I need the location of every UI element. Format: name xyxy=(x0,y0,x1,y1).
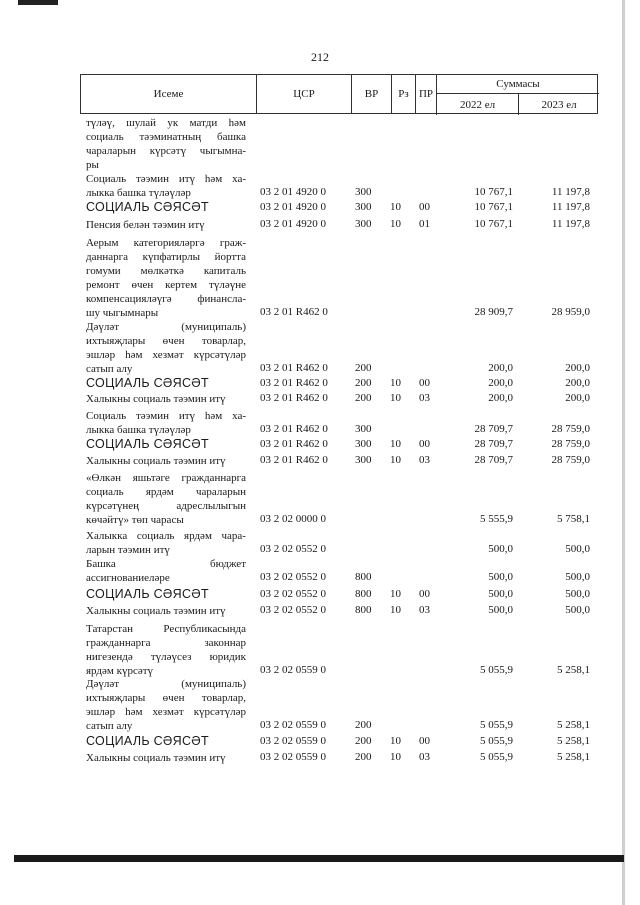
row-vr: 300 xyxy=(355,423,372,435)
row-name xyxy=(86,376,246,390)
row-name xyxy=(86,437,246,451)
row-value-2022: 28 909,7 xyxy=(474,306,513,318)
row-vr: 300 xyxy=(355,438,372,450)
row-csr: 03 2 02 0552 0 xyxy=(260,543,326,555)
row-rz: 10 xyxy=(390,751,401,763)
row-vr: 300 xyxy=(355,201,372,213)
row-value-2023: 500,0 xyxy=(565,588,590,600)
row-name xyxy=(86,116,246,172)
row-pr: 00 xyxy=(419,588,430,600)
row-csr: 03 2 02 0559 0 xyxy=(260,719,326,731)
row-name-line: лыкка башка түләүләр xyxy=(86,424,191,436)
header-name: Исеме xyxy=(153,88,184,100)
row-name-line: социаль тәэминатның башка xyxy=(86,131,246,143)
row-vr: 300 xyxy=(355,454,372,466)
row-name-line: социаль ярдәм чараларын xyxy=(86,486,246,498)
row-rz: 10 xyxy=(390,604,401,616)
row-value-2023: 28 759,0 xyxy=(551,423,590,435)
row-value-2022: 200,0 xyxy=(488,377,513,389)
row-pr: 00 xyxy=(419,201,430,213)
header-vr: ВР xyxy=(351,75,391,113)
row-name-line: ихтыяҗлары өчен товарлар, xyxy=(86,692,246,704)
row-name-line: ассигнованиеләре xyxy=(86,572,170,584)
row-pr: 03 xyxy=(419,604,430,616)
row-csr: 03 2 02 0559 0 xyxy=(260,735,326,747)
row-value-2023: 500,0 xyxy=(565,543,590,555)
row-pr: 03 xyxy=(419,454,430,466)
row-pr: 00 xyxy=(419,438,430,450)
row-value-2022: 5 055,9 xyxy=(480,735,513,747)
row-name-line: Башка бюджет xyxy=(86,558,246,570)
row-vr: 200 xyxy=(355,719,372,731)
row-csr: 03 2 01 R462 0 xyxy=(260,423,328,435)
row-value-2022: 10 767,1 xyxy=(474,186,513,198)
row-pr: 00 xyxy=(419,377,430,389)
row-name xyxy=(86,392,246,406)
row-rz: 10 xyxy=(390,201,401,213)
row-pr: 01 xyxy=(419,218,430,230)
row-name-line: ихтыяҗлары өчен товарлар, xyxy=(86,335,246,347)
row-name-line: даннарга күпфатирлы йортта xyxy=(86,251,246,263)
row-name-line: компенсацияләүгә финансла- xyxy=(86,293,246,305)
row-name xyxy=(86,454,246,468)
row-value-2023: 28 759,0 xyxy=(551,454,590,466)
row-pr: 03 xyxy=(419,751,430,763)
row-vr: 300 xyxy=(355,218,372,230)
row-value-2023: 5 258,1 xyxy=(557,735,590,747)
row-name-line: СОЦИАЛЬ СӘЯСӘТ xyxy=(86,587,209,601)
row-name-line: гражданнарга законнар xyxy=(86,637,246,649)
row-name-line: көчәйтү» төп чарасы xyxy=(86,514,184,526)
row-pr: 00 xyxy=(419,735,430,747)
row-name xyxy=(86,471,246,527)
row-value-2022: 200,0 xyxy=(488,392,513,404)
row-name xyxy=(86,409,246,437)
row-name-line: эшләр һәм хезмәт күрсәтүләр xyxy=(86,349,246,361)
scan-bottom-bar xyxy=(14,855,624,862)
row-name-line: лыкка башка түләүләр xyxy=(86,187,191,199)
header-csr: ЦСР xyxy=(256,75,351,113)
row-vr: 200 xyxy=(355,377,372,389)
header-2022: 2022 ел xyxy=(436,94,518,115)
row-name-line: сатып алу xyxy=(86,363,133,375)
row-csr: 03 2 02 0559 0 xyxy=(260,751,326,763)
row-csr: 03 2 02 0000 0 xyxy=(260,513,326,525)
row-value-2023: 200,0 xyxy=(565,377,590,389)
row-name-line: түләү, шулай ук матди һәм xyxy=(86,117,246,129)
row-name-line: сатып алу xyxy=(86,720,133,732)
row-vr: 200 xyxy=(355,751,372,763)
row-csr: 03 2 01 4920 0 xyxy=(260,218,326,230)
row-value-2023: 11 197,8 xyxy=(551,186,590,198)
row-rz: 10 xyxy=(390,735,401,747)
row-value-2022: 5 055,9 xyxy=(480,664,513,676)
row-name-line: Социаль тәэмин итү һәм ха- xyxy=(86,173,246,185)
header-2023: 2023 ел xyxy=(518,94,599,115)
row-name xyxy=(86,734,246,748)
row-name-line: нигезендә түләүсез юридик xyxy=(86,651,246,663)
row-csr: 03 2 01 4920 0 xyxy=(260,201,326,213)
row-value-2023: 500,0 xyxy=(565,604,590,616)
row-name-line: «Өлкән яшьтәге гражданнарга xyxy=(86,472,246,484)
row-name-line: Дәүләт (муниципаль) xyxy=(86,678,246,690)
row-name-line: Дәүләт (муниципаль) xyxy=(86,321,246,333)
row-value-2022: 500,0 xyxy=(488,543,513,555)
row-csr: 03 2 02 0559 0 xyxy=(260,664,326,676)
row-name xyxy=(86,200,246,214)
row-vr: 800 xyxy=(355,571,372,583)
row-name-line: Пенсия белән тәэмин итү xyxy=(86,219,205,231)
row-name-line: эшләр һәм хезмәт күрсәтүләр xyxy=(86,706,246,718)
row-vr: 800 xyxy=(355,588,372,600)
row-name xyxy=(86,529,246,557)
row-value-2023: 28 759,0 xyxy=(551,438,590,450)
row-name-line: Халыкны социаль тәэмин итү xyxy=(86,605,226,617)
row-csr: 03 2 01 R462 0 xyxy=(260,438,328,450)
row-rz: 10 xyxy=(390,454,401,466)
row-pr: 03 xyxy=(419,392,430,404)
row-csr: 03 2 01 4920 0 xyxy=(260,186,326,198)
row-name-line: СОЦИАЛЬ СӘЯСӘТ xyxy=(86,437,209,451)
row-rz: 10 xyxy=(390,438,401,450)
row-name-line: СОЦИАЛЬ СӘЯСӘТ xyxy=(86,734,209,748)
row-name xyxy=(86,604,246,618)
row-name-line: СОЦИАЛЬ СӘЯСӘТ xyxy=(86,376,209,390)
row-value-2022: 10 767,1 xyxy=(474,218,513,230)
row-name-line: күрсәтүнең адреслылыгын xyxy=(86,500,246,512)
header-rz: Рз xyxy=(391,75,415,113)
row-name-line: Халыкны социаль тәэмин итү xyxy=(86,393,226,405)
row-value-2023: 5 758,1 xyxy=(557,513,590,525)
row-csr: 03 2 02 0552 0 xyxy=(260,571,326,583)
row-name-line: Аерым категорияләргә граж- xyxy=(86,237,246,249)
row-name-line: Татарстан Республикасында xyxy=(86,623,246,635)
row-name xyxy=(86,320,246,376)
row-name-line: ларын тәэмин итү xyxy=(86,544,170,556)
row-csr: 03 2 01 R462 0 xyxy=(260,362,328,374)
row-value-2023: 200,0 xyxy=(565,392,590,404)
row-name xyxy=(86,751,246,765)
row-value-2023: 11 197,8 xyxy=(551,201,590,213)
row-vr: 200 xyxy=(355,392,372,404)
row-name xyxy=(86,557,246,585)
row-value-2022: 500,0 xyxy=(488,571,513,583)
row-name xyxy=(86,172,246,200)
row-csr: 03 2 01 R462 0 xyxy=(260,454,328,466)
row-name-line: Социаль тәэмин итү һәм ха- xyxy=(86,410,246,422)
row-name xyxy=(86,622,246,678)
row-vr: 300 xyxy=(355,186,372,198)
row-name xyxy=(86,677,246,733)
row-csr: 03 2 01 R462 0 xyxy=(260,392,328,404)
row-name-line: шу чыгымнары xyxy=(86,307,159,319)
row-name-line: ярдәм күрсәтү xyxy=(86,665,154,677)
row-value-2023: 500,0 xyxy=(565,571,590,583)
row-csr: 03 2 01 R462 0 xyxy=(260,306,328,318)
row-value-2023: 5 258,1 xyxy=(557,751,590,763)
row-value-2022: 500,0 xyxy=(488,604,513,616)
row-name-line: чараларын күрсәтү чыгымна- xyxy=(86,145,246,157)
header-sums: Суммасы xyxy=(436,75,599,94)
row-name xyxy=(86,236,246,320)
row-value-2022: 5 055,9 xyxy=(480,719,513,731)
page-number: 212 xyxy=(311,50,329,64)
row-value-2023: 5 258,1 xyxy=(557,719,590,731)
row-name xyxy=(86,587,246,601)
row-value-2023: 28 959,0 xyxy=(551,306,590,318)
row-value-2022: 5 055,9 xyxy=(480,751,513,763)
row-rz: 10 xyxy=(390,588,401,600)
row-value-2023: 200,0 xyxy=(565,362,590,374)
row-name-line: Халыкны социаль тәэмин итү xyxy=(86,752,226,764)
row-value-2022: 10 767,1 xyxy=(474,201,513,213)
row-name-line: ремонт өчен кертем түләүне xyxy=(86,279,246,291)
row-value-2022: 5 555,9 xyxy=(480,513,513,525)
row-value-2022: 28 709,7 xyxy=(474,438,513,450)
row-value-2022: 500,0 xyxy=(488,588,513,600)
row-rz: 10 xyxy=(390,218,401,230)
row-value-2023: 11 197,8 xyxy=(551,218,590,230)
row-vr: 200 xyxy=(355,735,372,747)
row-rz: 10 xyxy=(390,392,401,404)
row-value-2022: 200,0 xyxy=(488,362,513,374)
row-csr: 03 2 02 0552 0 xyxy=(260,604,326,616)
row-name-line: Халыкка социаль ярдәм чара- xyxy=(86,530,246,542)
row-csr: 03 2 01 R462 0 xyxy=(260,377,328,389)
row-csr: 03 2 02 0552 0 xyxy=(260,588,326,600)
row-name-line: ры xyxy=(86,159,99,171)
row-value-2022: 28 709,7 xyxy=(474,454,513,466)
row-name xyxy=(86,218,246,232)
row-value-2022: 28 709,7 xyxy=(474,423,513,435)
row-vr: 200 xyxy=(355,362,372,374)
row-vr: 800 xyxy=(355,604,372,616)
row-name-line: Халыкны социаль тәэмин итү xyxy=(86,455,226,467)
row-rz: 10 xyxy=(390,377,401,389)
header-pr: ПР xyxy=(415,75,436,113)
row-value-2023: 5 258,1 xyxy=(557,664,590,676)
row-name-line: гомуми мөлкәткә капиталь xyxy=(86,265,246,277)
row-name-line: СОЦИАЛЬ СӘЯСӘТ xyxy=(86,200,209,214)
